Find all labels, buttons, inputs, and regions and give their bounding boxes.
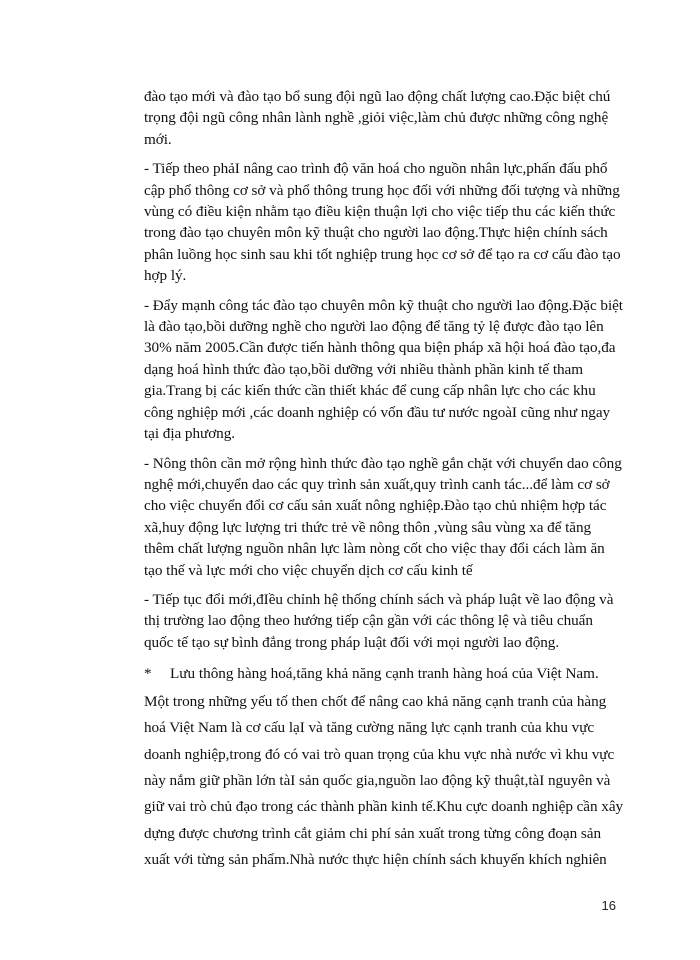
text-line: công nghiệp mới ,các doanh nghiệp có vốn đầu tư nước ngoàI cũng như ngay <box>144 403 611 421</box>
text-line: doanh nghiệp,trong đó có vai trò quan trọng của khu vực nhà nước vì khu vực <box>144 745 615 763</box>
paragraph-policy-reform <box>144 589 624 653</box>
paragraph-competitiveness <box>144 689 624 873</box>
text-line: trọng đội ngũ công nhân lành nghề ,giỏi việc,làm chủ được những công nghệ <box>144 109 609 127</box>
text-line: Một trong những yếu tố then chốt để nâng cao khả năng cạnh tranh của hàng <box>144 693 607 711</box>
text-line: là đào tạo,bồi dưỡng nghề cho người lao động để tăng tỷ lệ được đào tạo lên <box>144 318 604 336</box>
text-line: - Tiếp tục đổi mới,đIều chỉnh hệ thống chính sách và pháp luật về lao động và <box>144 590 614 608</box>
text-line: trong đào tạo chuyên môn kỹ thuật cho người lao động.Thực hiện chính sách <box>144 224 608 242</box>
page-number: 16 <box>601 898 616 913</box>
text-line: này nắm giữ phần lớn tàI sản quốc gia,nguồn lao động kỹ thuật,tàI nguyên và <box>144 772 611 790</box>
text-line: dựng được chương trình cắt giảm chi phí sản xuất trong từng công đoạn sản <box>144 824 601 842</box>
paragraph-culture-education <box>144 158 624 286</box>
paragraph-rural-training <box>144 453 624 581</box>
text-line: thêm chất lượng nguồn nhân lực làm nòng cốt cho việc thay đổi cách làm ăn <box>144 540 605 558</box>
text-line: đào tạo mới và đào tạo bổ sung đội ngũ lao động chất lượng cao.Đặc biệt chú <box>144 88 611 105</box>
text-line: cho việc chuyển đổi cơ cấu sản xuất nông nghiệp.Đào tạo chủ nhiệm hợp tác <box>144 497 607 515</box>
text-line: phân luồng học sinh sau khi tốt nghiệp trung học cơ sở để tạo ra cơ cấu đào tạo <box>144 245 621 263</box>
text-line: hợp lý. <box>144 267 187 285</box>
text-line: quốc tế tạo sự bình đẳng trong pháp luật đối với mọi người lao động. <box>144 633 560 651</box>
text-line: - Tiếp theo phảI nâng cao trình độ văn hoá cho nguồn nhân lực,phấn đấu phổ <box>144 160 608 178</box>
text-line: giữ vai trò chủ đạo trong các thành phần kinh tế.Khu cực doanh nghiệp cần xây <box>144 798 624 816</box>
text-line: 30% năm 2005.Cần được tiến hành thông qua biện pháp xã hội hoá đào tạo,đa <box>144 339 616 357</box>
paragraph-vocational-training <box>144 295 624 445</box>
bullet-heading <box>144 661 624 687</box>
text-line: xã,huy động lực lượng tri thức trẻ về nông thôn ,vùng sâu vùng xa để tăng <box>144 518 592 536</box>
text-line: tại địa phương. <box>144 425 236 443</box>
text-line: - Nông thôn cần mở rộng hình thức đào tạo nghề gắn chặt với chuyển dao công <box>144 454 622 472</box>
text-line: nghệ mới,chuyển dao các quy trình sản xuất,quy trình canh tác...để làm cơ sở <box>144 475 610 493</box>
text-line: dạng hoá hình thức đào tạo,bồi dưỡng với nhiều thành phần kinh tế tham <box>144 360 584 378</box>
paragraph-intro <box>144 86 624 150</box>
text-line: hoá Việt Nam là cơ cấu lạI và tăng cường năng lực cạnh tranh của khu vực <box>144 719 595 737</box>
bullet-heading-text: Lưu thông hàng hoá,tăng khả năng cạnh tranh hàng hoá của Việt Nam. <box>170 665 599 683</box>
text-line: gia.Trang bị các kiến thức cần thiết khác để cung cấp nhân lực cho các khu <box>144 382 596 400</box>
text-line: - Đẩy mạnh công tác đào tạo chuyên môn kỹ thuật cho người lao động.Đặc biệt <box>144 296 623 314</box>
document-body <box>144 86 624 873</box>
text-line: mới. <box>144 130 172 148</box>
text-line: cập phổ thông cơ sở và phổ thông trung học đối với những đối tượng và những <box>144 181 620 199</box>
text-line: thị trường lao động theo hướng tiếp cận gần với các thông lệ và tiêu chuẩn <box>144 612 593 630</box>
text-line: xuất với từng sản phẩm.Nhà nước thực hiện chính sách khuyến khích nghiên <box>144 850 607 868</box>
bullet-star-icon: * <box>144 665 152 683</box>
text-line: vùng có điều kiện nhằm tạo điều kiện thuận lợi cho việc tiếp thu các kiến thức <box>144 203 616 221</box>
text-line: tạo thế và lực mới cho việc chuyển dịch cơ cấu kinh tế <box>144 561 473 579</box>
